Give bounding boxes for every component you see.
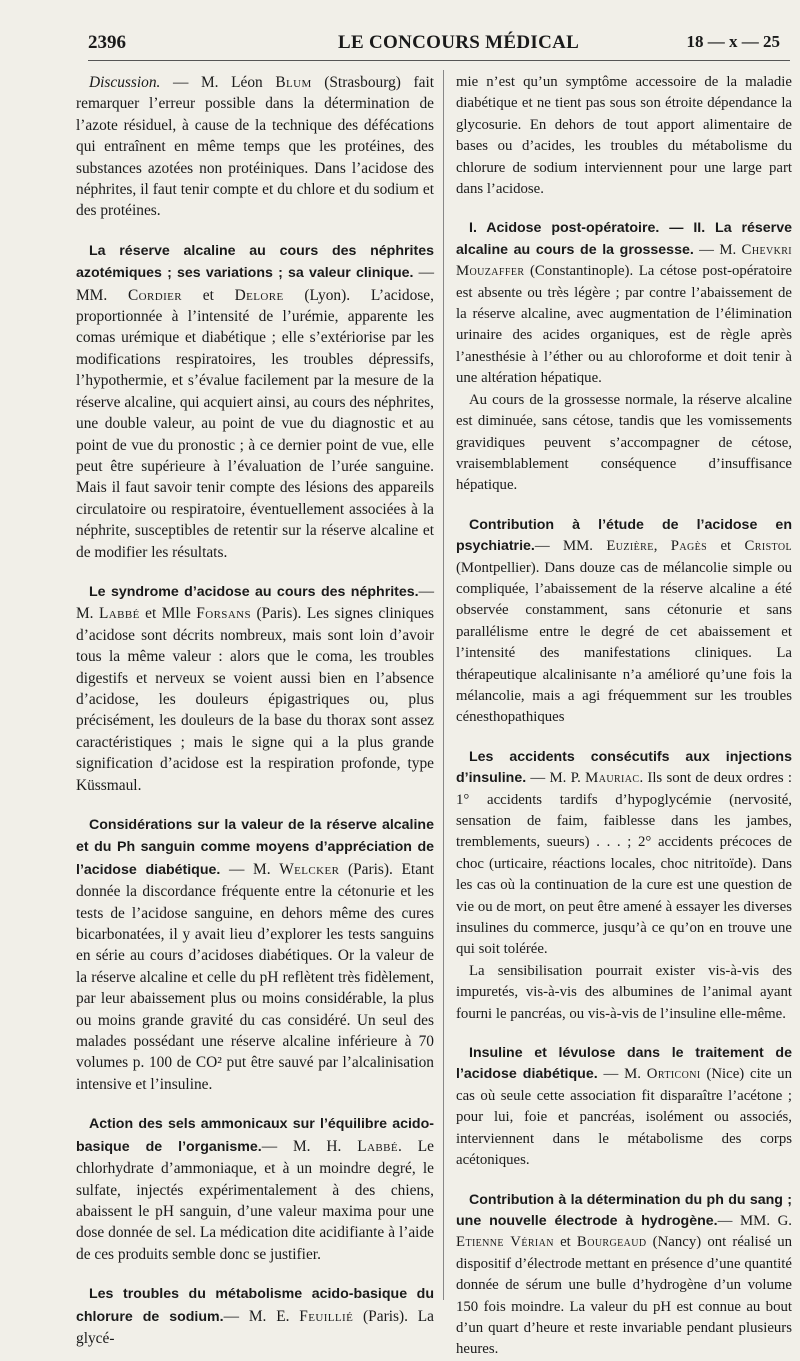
section-title: Contribution à la détermination du ph du sang ; une nouvelle électrode à hydrogène. bbox=[456, 1191, 792, 1229]
author-name: Chevkri Mouzaffer bbox=[456, 241, 792, 280]
paragraph bbox=[456, 515, 792, 729]
author-name: Feuillié bbox=[299, 1307, 354, 1325]
body-text: (Strasbourg) fait remarquer l’erreur possible dans la détermination de l’azote résiduel, à cause de la technique des défécations qui entraînent en même temps que les protéines, des substances azotées non protéiniques. Dans l’acidose des néphrites, il faut tenir compte et du chlore et du sodium et des protéines. bbox=[76, 74, 434, 220]
section-title: Contribution à l’étude de l’acidose en psychiatrie. bbox=[456, 516, 792, 555]
paragraph bbox=[76, 240, 434, 563]
dash: — MM. G. bbox=[717, 1212, 793, 1229]
dash: — M. E. bbox=[223, 1307, 300, 1325]
conjunction: et bbox=[707, 538, 745, 555]
section-title: Le syndrome d’acidose au cours des néphrites. bbox=[89, 583, 419, 600]
author-name: Delore bbox=[234, 286, 284, 304]
section-ph-sang bbox=[456, 1190, 792, 1361]
author-name: Bourgeaud bbox=[576, 1234, 647, 1251]
header-rule bbox=[88, 60, 790, 61]
author-name: Cordier bbox=[127, 286, 182, 304]
body-text: (Nancy) ont réalisé un dispositif d’électrode mettant en présence d’une quantité donnée de sérum une bulle d’hydrogène d’un volume 150 fois moindre. La valeur du pH est connue au bout d’un quart d’heure et reste invariable pendant plusieurs heures. bbox=[456, 1234, 792, 1358]
section-reserve-alcaline bbox=[76, 240, 434, 563]
section-insuline-levulose bbox=[456, 1043, 792, 1171]
page-number: 2396 bbox=[88, 32, 126, 53]
conjunction: et Mlle bbox=[139, 605, 197, 623]
body-text: (Montpellier). Dans douze cas de mélancolie simple ou compliquée, l’abaissement de la réserve alcaline a été observée constamment, sans cétonurie et sans parallélisme entre le degré de cet abaissement et l’intensité des manifestations cliniques. La thérapeutique alcalinisante n’a amélioré qu’une fois la mélancolie, mais a agi fréquemment sur les troubles cénesthopathiques bbox=[456, 559, 792, 726]
issue-date: 18 — x — 25 bbox=[686, 32, 780, 51]
conjunction: et bbox=[553, 1234, 577, 1251]
separator: , bbox=[653, 538, 671, 555]
journal-title: LE CONCOURS MÉDICAL bbox=[338, 32, 580, 53]
paragraph: La sensibilisation pourrait exister vis-à-vis des impuretés, vis-à-vis des albumines de l’animal ayant fourni le pancréas, ou vis-à-vis de l’insuline elle-même. bbox=[456, 962, 792, 1022]
body-text: (Paris). Etant donnée la discordance fréquente entre la cétonurie et les tests de l’acidose sanguine, en dehors même des cures bicarbonatées, il y avait lieu d’explorer les tests sanguins en série au cours d’acidoses diabétiques. Or la valeur de la réserve alcaline et celle du pH reflètent très fidèlement, par leur abaissement plus ou moins considérable, la plus ou moins grande gravité du cas considéré. Un seul des malades possédant une réserve alcaline inférieure à 70 volumes p. 100 de CO² put être sauvé par l’alcalinisation intensive et l’insuline. bbox=[76, 860, 434, 1093]
dash: — M. bbox=[597, 1066, 647, 1083]
dash: — M. bbox=[220, 860, 280, 878]
author-name: Mauriac bbox=[585, 770, 640, 787]
dash: — M. bbox=[693, 241, 742, 258]
author-name: Blum bbox=[275, 74, 312, 91]
section-continuation bbox=[456, 72, 792, 200]
paragraph bbox=[76, 814, 434, 1095]
body-text: (Paris). La glycé- bbox=[76, 1307, 435, 1347]
body-text: (Lyon). L’acidose, proportionnée à l’intensité de l’urémie, apparente les comas urémique et diabétique ; elle s’extériorise par les modifications respiratoires, les troubles dépressifs, l’hypothermie, et s’évalue facilement par la mesure de la réserve alcaline, qui acquiert ainsi, au cours des néphrites, une double valeur, au point de vue du diagnostic et au point de vue du pronostic ; à ce dernier point de vue, elle peut être supérieure à l’évaluation de l’urée sanguine. Mais il faut savoir tenir compte des lésions des appareils circulatoire ou respiratoire, éventuellement associées à la néphrite, susceptibles de retentir sur la réserve alcaline et de modifier les résultats. bbox=[76, 286, 434, 561]
dash: — M. H. bbox=[261, 1137, 358, 1155]
author-name: Welcker bbox=[279, 860, 340, 878]
section-syndrome bbox=[76, 581, 434, 796]
author-name: Labbé bbox=[357, 1137, 399, 1155]
section-psychiatrie bbox=[456, 515, 792, 729]
body-text: . Le chlorhydrate d’ammoniaque, et à un moindre degré, le sulfate, injectés expérimentalement à des chiens, abaissent le pH sanguin, d’une valeur maxima pour une dose donnée de sel. La médication dite acidifiante à l’aide de ces produits semble donc se justifier. bbox=[76, 1137, 434, 1263]
section-title: Insuline et lévulose dans le traitement de l’acidose diabétique. bbox=[456, 1045, 792, 1083]
paragraph: Au cours de la grossesse normale, la réserve alcaline est diminuée, sans cétose, tandis que les vomissements gravidiques peuvent s’accompagner de cétose, vraisemblablement conséquence d’insuffisance hépatique. bbox=[456, 391, 792, 494]
dash: — MM. bbox=[76, 264, 434, 304]
paragraph bbox=[456, 747, 792, 961]
author-name: Euzière bbox=[606, 538, 654, 555]
section-discussion bbox=[76, 72, 434, 222]
section-considerations bbox=[76, 814, 434, 1095]
author-name: Etienne Vérian bbox=[456, 1234, 554, 1251]
dash: — M. Léon bbox=[160, 74, 276, 91]
dash: — MM. bbox=[534, 538, 607, 555]
author-name: Labbé bbox=[98, 605, 140, 623]
paragraph: mie n’est qu’un symptôme accessoire de la maladie diabétique et ne tient pas sous son étroite dépendance la glycosurie. En dehors de tout apport alimentaire de bases ou d’acides, les troubles du métabolisme du chlorure de sodium interviennent pour une large part dans l’acidose. bbox=[456, 74, 792, 198]
paragraph bbox=[76, 581, 434, 796]
right-column bbox=[456, 72, 792, 1361]
body-text: . Ils sont de deux ordres : 1° accidents tardifs d’hypoglycémie (nervosité, sensation de faim, faiblesse dans les jambes, tremblements, sueurs) . . . ; 2° accidents précoces de choc (urticaire, réactions locales, choc nitritoïde). Dans les cas où la continuation de la cure est une question de vie ou de mort, on peut être amené à essayer les diverses insulines du commerce, jusqu’à ce qu’on en trouve une qui soit tolérée. bbox=[456, 770, 792, 958]
section-troubles bbox=[76, 1283, 434, 1349]
body-text: (Paris). Les signes cliniques d’acidose sont décrits nombreux, mais sont loin d’avoir tous la même valeur : alors que le coma, les troubles digestifs et nerveux se voient aussi bien en l’absence d’acidose, les douleurs épigastriques ou, plus précisément, les douleurs de la base du thorax sont assez caractéristiques ; mais le signe qui a la plus grande signification d’acidose est la respiration profonde, type Küssmaul. bbox=[76, 605, 434, 794]
paragraph bbox=[76, 1283, 434, 1349]
dash: — M. bbox=[76, 582, 434, 623]
section-title: Considérations sur la valeur de la réserve alcaline et du Ph sanguin comme moyens d’appréciation de l’acidose diabétique. bbox=[76, 817, 434, 878]
author-name: Forsans bbox=[196, 605, 252, 623]
section-title: Les accidents consécutifs aux injections d’insuline. bbox=[456, 748, 792, 787]
body-text: (Nice) cite un cas où seule cette association fit disparaître l’acétone ; pour lui, foie et pancréas, isolément ou associés, interviennent dans le métabolisme des corps acétoniques. bbox=[456, 1066, 792, 1169]
author-name: Cristol bbox=[744, 538, 792, 555]
paragraph bbox=[76, 72, 434, 222]
author-name: Pagès bbox=[670, 538, 708, 555]
left-column bbox=[76, 72, 434, 1349]
paragraph bbox=[456, 218, 792, 389]
section-action-sels bbox=[76, 1113, 434, 1265]
paragraph bbox=[456, 1043, 792, 1171]
paragraph bbox=[456, 1190, 792, 1361]
section-accidents-insuline bbox=[456, 747, 792, 1025]
conjunction: et bbox=[182, 286, 235, 304]
body-text: (Constantinople). La cétose post-opératoire est absente ou très légère ; par contre l’abaissement de la réserve alcaline, avec augmentation de l’élimination urinaire des acides organiques, est de règle après l’anesthésie à l’éther ou au chloroforme et doit tenir à une altération hépatique. bbox=[456, 263, 792, 387]
dash: — M. P. bbox=[526, 770, 586, 787]
section-title: Action des sels ammonicaux sur l’équilibre acido-basique de l’organisme. bbox=[76, 1116, 434, 1155]
section-title: I. Acidose post-opératoire. — II. La réserve alcaline au cours de la grossesse. bbox=[456, 220, 792, 258]
column-divider bbox=[443, 70, 444, 1300]
paragraph bbox=[76, 1113, 434, 1265]
section-title: Les troubles du métabolisme acido-basique du chlorure de sodium. bbox=[76, 1286, 434, 1325]
section-acidose-postop bbox=[456, 218, 792, 496]
section-label: Discussion. bbox=[89, 74, 161, 91]
author-name: Orticoni bbox=[646, 1066, 701, 1083]
page-header bbox=[88, 26, 788, 58]
section-title: La réserve alcaline au cours des néphrites azotémiques ; ses variations ; sa valeur clinique. bbox=[76, 242, 434, 282]
